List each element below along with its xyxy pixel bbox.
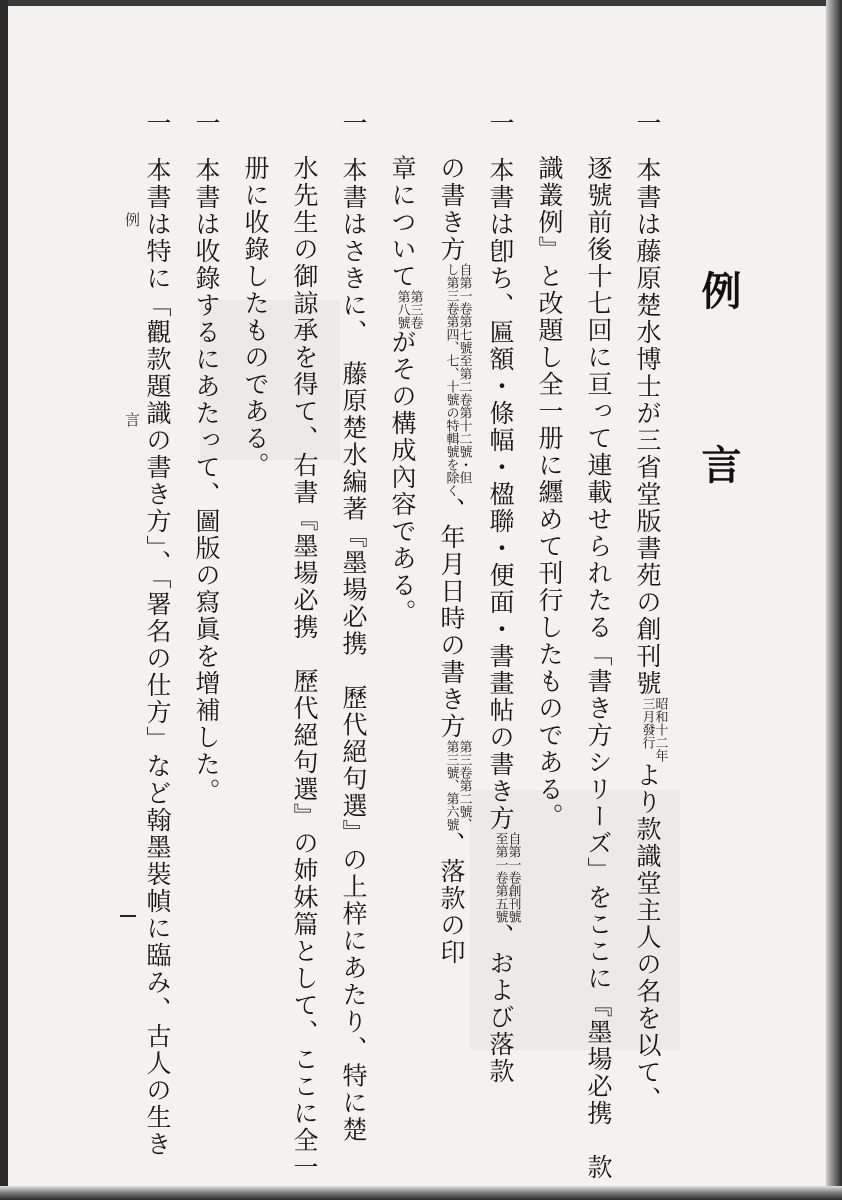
text-column	[329, 110, 378, 1144]
column-text: 本書は卽ち、匾額・條幅・楹聯・便面・書畫帖の書き方	[486, 157, 515, 832]
scan-edge-right	[826, 0, 842, 1200]
text-column	[525, 110, 574, 1070]
item-bullet: 一	[486, 110, 515, 137]
column-text: 水先生の御諒承を得て、右書『墨場必携 歷代絕句選』の姉妹篇として、ここに全一	[290, 155, 319, 1181]
text-column	[476, 110, 525, 1085]
column-text: 逐號前後十七回に亘って連載せられたる「書き方シリーズ」をここに『墨場必携 款	[584, 155, 613, 1181]
inline-note: 昭和十二年 三月發行	[639, 697, 668, 762]
column-text: 册に收錄したものである。	[241, 155, 270, 479]
column-text-mid: 、年月日時の書き方	[437, 497, 466, 740]
column-text: 章について	[388, 155, 417, 290]
text-column	[427, 110, 476, 1070]
item-bullet: 一	[339, 110, 368, 137]
scan-edge-left	[0, 0, 8, 1200]
text-column	[574, 110, 623, 1181]
scan-edge-top	[0, 0, 842, 6]
column-text: の書き方	[437, 155, 466, 263]
text-column	[182, 110, 231, 1070]
body-text	[133, 110, 672, 1181]
item-bullet: 一	[143, 110, 172, 137]
item-bullet: 一	[633, 110, 662, 137]
text-column	[231, 110, 280, 1070]
text-column	[378, 110, 427, 1070]
page-title: 例 言	[695, 270, 742, 544]
column-text: 本書は特に「觀款題識の書き方」、「署名の仕方」など翰墨裝幀に臨み、古人の生き	[143, 157, 172, 1158]
text-column	[280, 110, 329, 1181]
inline-note: 自第一卷創刊號 至第一卷第五號	[492, 832, 521, 923]
column-text-tail: がその構成內容である。	[388, 329, 417, 626]
column-text: 本書は藤原楚水博士が三省堂版書苑の創刊號	[633, 157, 662, 697]
column-text-tail: 、および落款	[486, 923, 515, 1085]
column-text-tail: より款識堂主人の名を以て、	[633, 762, 662, 1113]
column-text: 本書はさきに、 藤原楚水編著『墨場必携 歷代絕句選』の上梓にあたり、特に楚	[339, 157, 368, 1144]
inline-note: 第三卷第二號、 第三號、第六號	[443, 740, 472, 831]
text-column	[623, 110, 672, 1113]
running-head: 例 言	[123, 212, 141, 517]
item-bullet: 一	[192, 110, 221, 137]
column-text: 識叢例』と改題し全一册に纒めて刊行したものである。	[535, 155, 564, 830]
column-text: 本書は收錄するにあたって、圖版の寫眞を增補した。	[192, 157, 221, 805]
inline-note: 自第一卷第七號至第二卷第十二號・但 し第三卷第四、七、十號の特輯號を除く	[443, 263, 472, 497]
column-text-tail: 、落款の印	[437, 831, 466, 966]
page-number	[120, 915, 136, 917]
inline-note: 第三卷 第八號	[394, 290, 423, 329]
scan-edge-bottom	[0, 1186, 842, 1200]
